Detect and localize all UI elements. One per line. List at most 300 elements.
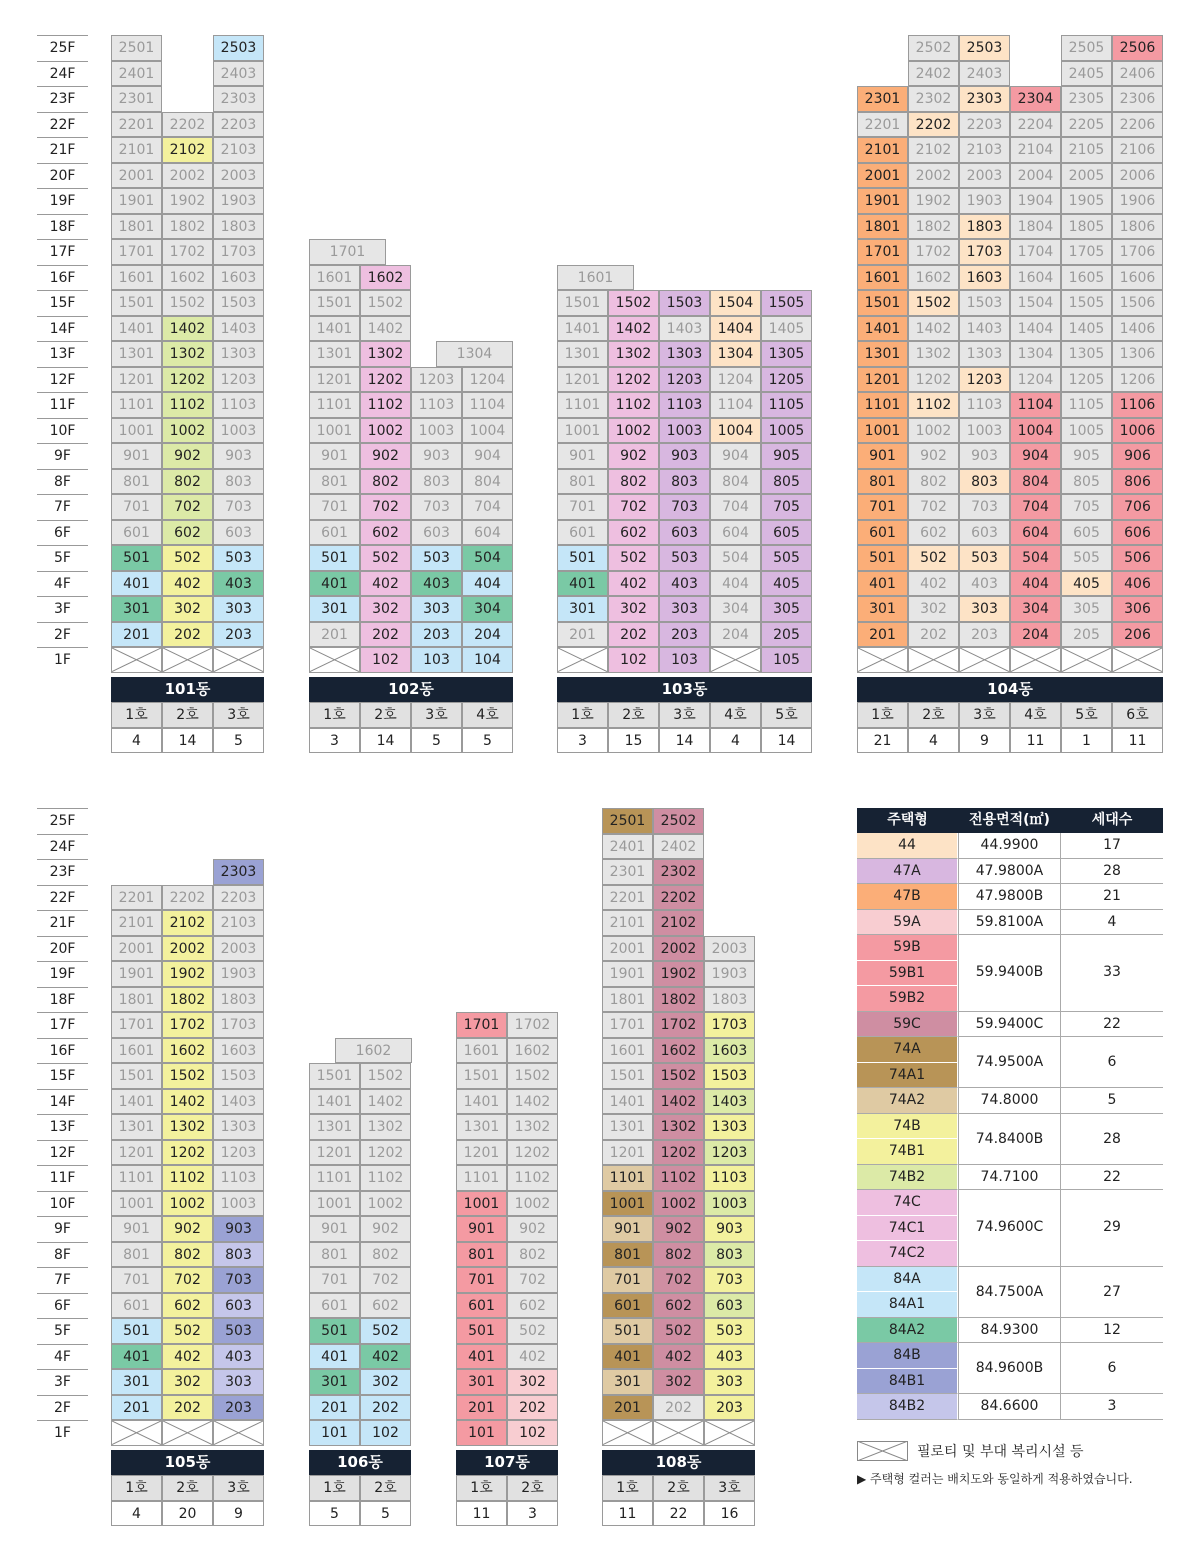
unit-cell[interactable]: 1703 xyxy=(213,1012,264,1038)
unit-cell[interactable]: 1904 xyxy=(1010,188,1061,214)
unit-cell[interactable]: 906 xyxy=(1112,443,1163,469)
unit-cell[interactable]: 606 xyxy=(1112,520,1163,546)
unit-cell[interactable]: 1601 xyxy=(111,1038,162,1064)
unit-cell[interactable]: 703 xyxy=(659,494,710,520)
unit-cell[interactable]: 502 xyxy=(162,1318,213,1344)
unit-cell[interactable]: 602 xyxy=(360,1293,411,1319)
unit-cell[interactable]: 1304 xyxy=(1010,341,1061,367)
unit-cell[interactable]: 1902 xyxy=(653,961,704,987)
unit-cell[interactable]: 1603 xyxy=(704,1038,755,1064)
unit-cell[interactable]: 1502 xyxy=(653,1063,704,1089)
unit-cell[interactable]: 1406 xyxy=(1112,316,1163,342)
unit-cell[interactable]: 502 xyxy=(507,1318,558,1344)
unit-cell[interactable]: 1002 xyxy=(360,1191,411,1217)
unit-cell[interactable]: 1103 xyxy=(411,392,462,418)
unit-cell[interactable]: 1101 xyxy=(857,392,908,418)
unit-cell[interactable]: 2203 xyxy=(213,885,264,911)
unit-cell[interactable]: 1602 xyxy=(335,1038,412,1064)
unit-cell[interactable]: 704 xyxy=(1010,494,1061,520)
unit-cell[interactable]: 1401 xyxy=(456,1089,507,1115)
unit-cell[interactable]: 605 xyxy=(761,520,812,546)
unit-cell[interactable]: 1002 xyxy=(360,418,411,444)
unit-cell[interactable]: 2101 xyxy=(111,137,162,163)
unit-cell[interactable]: 104 xyxy=(462,647,513,673)
unit-cell[interactable]: 903 xyxy=(704,1216,755,1242)
unit-cell[interactable]: 704 xyxy=(462,494,513,520)
unit-cell[interactable]: 1306 xyxy=(1112,341,1163,367)
unit-cell[interactable]: 804 xyxy=(710,469,761,495)
unit-cell[interactable]: 301 xyxy=(111,1369,162,1395)
unit-cell[interactable]: 1903 xyxy=(704,961,755,987)
unit-cell[interactable]: 905 xyxy=(1061,443,1112,469)
unit-cell[interactable]: 603 xyxy=(959,520,1010,546)
unit-cell[interactable]: 502 xyxy=(653,1318,704,1344)
unit-cell[interactable]: 701 xyxy=(111,1267,162,1293)
unit-cell[interactable]: 601 xyxy=(111,520,162,546)
unit-cell[interactable]: 1301 xyxy=(456,1114,507,1140)
unit-cell[interactable]: 2502 xyxy=(908,35,959,61)
unit-cell[interactable]: 1103 xyxy=(659,392,710,418)
unit-cell[interactable]: 1202 xyxy=(360,1140,411,1166)
unit-cell[interactable]: 801 xyxy=(309,469,360,495)
unit-cell[interactable]: 402 xyxy=(653,1344,704,1370)
unit-cell[interactable]: 304 xyxy=(462,596,513,622)
unit-cell[interactable]: 2202 xyxy=(908,112,959,138)
unit-cell[interactable]: 1501 xyxy=(111,290,162,316)
unit-cell[interactable]: 202 xyxy=(908,622,959,648)
unit-cell[interactable]: 1402 xyxy=(908,316,959,342)
unit-cell[interactable]: 1602 xyxy=(653,1038,704,1064)
unit-cell[interactable]: 801 xyxy=(602,1242,653,1268)
unit-cell[interactable]: 703 xyxy=(411,494,462,520)
unit-cell[interactable]: 1901 xyxy=(111,188,162,214)
unit-cell[interactable]: 1001 xyxy=(111,418,162,444)
unit-cell[interactable]: 404 xyxy=(710,571,761,597)
unit-cell[interactable]: 1302 xyxy=(908,341,959,367)
unit-cell[interactable]: 1203 xyxy=(213,1140,264,1166)
unit-cell[interactable]: 901 xyxy=(602,1216,653,1242)
unit-cell[interactable]: 1903 xyxy=(213,961,264,987)
unit-cell[interactable]: 803 xyxy=(213,469,264,495)
unit-cell[interactable]: 302 xyxy=(653,1369,704,1395)
unit-cell[interactable]: 2205 xyxy=(1061,112,1112,138)
unit-cell[interactable]: 206 xyxy=(1112,622,1163,648)
unit-cell[interactable]: 1103 xyxy=(213,1165,264,1191)
unit-cell[interactable]: 1802 xyxy=(162,214,213,240)
unit-cell[interactable]: 503 xyxy=(213,545,264,571)
unit-cell[interactable]: 1205 xyxy=(1061,367,1112,393)
unit-cell[interactable]: 1501 xyxy=(456,1063,507,1089)
unit-cell[interactable]: 1201 xyxy=(111,367,162,393)
unit-cell[interactable]: 304 xyxy=(710,596,761,622)
unit-cell[interactable]: 403 xyxy=(659,571,710,597)
unit-cell[interactable]: 1606 xyxy=(1112,265,1163,291)
unit-cell[interactable]: 1203 xyxy=(959,367,1010,393)
unit-cell[interactable]: 102 xyxy=(360,647,411,673)
unit-cell[interactable]: 1003 xyxy=(704,1191,755,1217)
unit-cell[interactable]: 603 xyxy=(411,520,462,546)
unit-cell[interactable]: 801 xyxy=(557,469,608,495)
unit-cell[interactable]: 2302 xyxy=(908,86,959,112)
unit-cell[interactable]: 601 xyxy=(309,520,360,546)
unit-cell[interactable]: 1005 xyxy=(1061,418,1112,444)
unit-cell[interactable]: 701 xyxy=(557,494,608,520)
unit-cell[interactable]: 1501 xyxy=(309,290,360,316)
unit-cell[interactable]: 1502 xyxy=(908,290,959,316)
unit-cell[interactable]: 702 xyxy=(908,494,959,520)
unit-cell[interactable]: 1301 xyxy=(309,341,360,367)
unit-cell[interactable]: 1706 xyxy=(1112,239,1163,265)
unit-cell[interactable]: 1802 xyxy=(162,987,213,1013)
unit-cell[interactable]: 806 xyxy=(1112,469,1163,495)
unit-cell[interactable]: 1201 xyxy=(857,367,908,393)
unit-cell[interactable]: 902 xyxy=(162,443,213,469)
unit-cell[interactable]: 1503 xyxy=(959,290,1010,316)
unit-cell[interactable]: 401 xyxy=(111,571,162,597)
unit-cell[interactable]: 1601 xyxy=(309,265,360,291)
unit-cell[interactable]: 2505 xyxy=(1061,35,1112,61)
unit-cell[interactable]: 1102 xyxy=(360,1165,411,1191)
unit-cell[interactable]: 1201 xyxy=(309,367,360,393)
unit-cell[interactable]: 1201 xyxy=(309,1140,360,1166)
unit-cell[interactable]: 2202 xyxy=(653,885,704,911)
unit-cell[interactable]: 1004 xyxy=(710,418,761,444)
unit-cell[interactable]: 901 xyxy=(456,1216,507,1242)
unit-cell[interactable]: 1805 xyxy=(1061,214,1112,240)
unit-cell[interactable]: 1503 xyxy=(213,1063,264,1089)
unit-cell[interactable]: 101 xyxy=(456,1420,507,1446)
unit-cell[interactable]: 1303 xyxy=(959,341,1010,367)
unit-cell[interactable]: 503 xyxy=(411,545,462,571)
unit-cell[interactable]: 1703 xyxy=(213,239,264,265)
unit-cell[interactable]: 902 xyxy=(360,443,411,469)
unit-cell[interactable]: 602 xyxy=(608,520,659,546)
unit-cell[interactable]: 2006 xyxy=(1112,163,1163,189)
unit-cell[interactable]: 2403 xyxy=(213,61,264,87)
unit-cell[interactable]: 1202 xyxy=(608,367,659,393)
unit-cell[interactable]: 1102 xyxy=(162,392,213,418)
unit-cell[interactable]: 1101 xyxy=(557,392,608,418)
unit-cell[interactable]: 1002 xyxy=(908,418,959,444)
unit-cell[interactable]: 1004 xyxy=(1010,418,1061,444)
unit-cell[interactable]: 2301 xyxy=(857,86,908,112)
unit-cell[interactable]: 1102 xyxy=(507,1165,558,1191)
unit-cell[interactable]: 1105 xyxy=(1061,392,1112,418)
unit-cell[interactable]: 1802 xyxy=(653,987,704,1013)
unit-cell[interactable]: 1801 xyxy=(602,987,653,1013)
unit-cell[interactable]: 901 xyxy=(309,443,360,469)
unit-cell[interactable]: 1503 xyxy=(704,1063,755,1089)
unit-cell[interactable]: 2102 xyxy=(162,137,213,163)
unit-cell[interactable]: 702 xyxy=(162,1267,213,1293)
unit-cell[interactable]: 2003 xyxy=(959,163,1010,189)
unit-cell[interactable]: 603 xyxy=(704,1293,755,1319)
unit-cell[interactable]: 1703 xyxy=(959,239,1010,265)
unit-cell[interactable]: 1303 xyxy=(659,341,710,367)
unit-cell[interactable]: 2401 xyxy=(602,834,653,860)
unit-cell[interactable]: 1401 xyxy=(309,316,360,342)
unit-cell[interactable]: 401 xyxy=(309,571,360,597)
unit-cell[interactable]: 1101 xyxy=(456,1165,507,1191)
unit-cell[interactable]: 202 xyxy=(162,1395,213,1421)
unit-cell[interactable]: 901 xyxy=(557,443,608,469)
unit-cell[interactable]: 202 xyxy=(360,622,411,648)
unit-cell[interactable]: 502 xyxy=(908,545,959,571)
unit-cell[interactable]: 802 xyxy=(507,1242,558,1268)
unit-cell[interactable]: 1505 xyxy=(1061,290,1112,316)
unit-cell[interactable]: 2001 xyxy=(857,163,908,189)
unit-cell[interactable]: 302 xyxy=(608,596,659,622)
unit-cell[interactable]: 801 xyxy=(111,1242,162,1268)
unit-cell[interactable]: 901 xyxy=(857,443,908,469)
unit-cell[interactable]: 1803 xyxy=(213,214,264,240)
unit-cell[interactable]: 504 xyxy=(462,545,513,571)
unit-cell[interactable]: 1901 xyxy=(602,961,653,987)
unit-cell[interactable]: 604 xyxy=(1010,520,1061,546)
unit-cell[interactable]: 501 xyxy=(602,1318,653,1344)
unit-cell[interactable]: 1903 xyxy=(213,188,264,214)
unit-cell[interactable]: 503 xyxy=(659,545,710,571)
unit-cell[interactable]: 1001 xyxy=(857,418,908,444)
unit-cell[interactable]: 1501 xyxy=(602,1063,653,1089)
unit-cell[interactable]: 1203 xyxy=(411,367,462,393)
unit-cell[interactable]: 1506 xyxy=(1112,290,1163,316)
unit-cell[interactable]: 1201 xyxy=(111,1140,162,1166)
unit-cell[interactable]: 1901 xyxy=(857,188,908,214)
unit-cell[interactable]: 1302 xyxy=(653,1114,704,1140)
unit-cell[interactable]: 202 xyxy=(162,622,213,648)
unit-cell[interactable]: 1401 xyxy=(111,1089,162,1115)
unit-cell[interactable]: 805 xyxy=(761,469,812,495)
unit-cell[interactable]: 403 xyxy=(704,1344,755,1370)
unit-cell[interactable]: 402 xyxy=(360,1344,411,1370)
unit-cell[interactable]: 103 xyxy=(411,647,462,673)
unit-cell[interactable]: 202 xyxy=(507,1395,558,1421)
unit-cell[interactable]: 801 xyxy=(857,469,908,495)
unit-cell[interactable]: 2101 xyxy=(111,910,162,936)
unit-cell[interactable]: 1502 xyxy=(162,290,213,316)
unit-cell[interactable]: 1001 xyxy=(111,1191,162,1217)
unit-cell[interactable]: 2201 xyxy=(602,885,653,911)
unit-cell[interactable]: 2301 xyxy=(602,859,653,885)
unit-cell[interactable]: 1103 xyxy=(213,392,264,418)
unit-cell[interactable]: 1803 xyxy=(213,987,264,1013)
unit-cell[interactable]: 2303 xyxy=(213,859,264,885)
unit-cell[interactable]: 301 xyxy=(309,596,360,622)
unit-cell[interactable]: 1604 xyxy=(1010,265,1061,291)
unit-cell[interactable]: 1701 xyxy=(111,1012,162,1038)
unit-cell[interactable]: 603 xyxy=(213,520,264,546)
unit-cell[interactable]: 2506 xyxy=(1112,35,1163,61)
unit-cell[interactable]: 1802 xyxy=(908,214,959,240)
unit-cell[interactable]: 802 xyxy=(360,469,411,495)
unit-cell[interactable]: 702 xyxy=(360,1267,411,1293)
unit-cell[interactable]: 1301 xyxy=(111,341,162,367)
unit-cell[interactable]: 2102 xyxy=(653,910,704,936)
unit-cell[interactable]: 1401 xyxy=(309,1089,360,1115)
unit-cell[interactable]: 1401 xyxy=(111,316,162,342)
unit-cell[interactable]: 903 xyxy=(959,443,1010,469)
unit-cell[interactable]: 701 xyxy=(602,1267,653,1293)
unit-cell[interactable]: 1601 xyxy=(557,265,634,291)
unit-cell[interactable]: 1204 xyxy=(710,367,761,393)
unit-cell[interactable]: 305 xyxy=(761,596,812,622)
unit-cell[interactable]: 2301 xyxy=(111,86,162,112)
unit-cell[interactable]: 1305 xyxy=(761,341,812,367)
unit-cell[interactable]: 1302 xyxy=(360,1114,411,1140)
unit-cell[interactable]: 1504 xyxy=(1010,290,1061,316)
unit-cell[interactable]: 1205 xyxy=(761,367,812,393)
unit-cell[interactable]: 1601 xyxy=(456,1038,507,1064)
unit-cell[interactable]: 1101 xyxy=(111,392,162,418)
unit-cell[interactable]: 2503 xyxy=(213,35,264,61)
unit-cell[interactable]: 403 xyxy=(213,1344,264,1370)
unit-cell[interactable]: 1701 xyxy=(111,239,162,265)
unit-cell[interactable]: 1202 xyxy=(908,367,959,393)
unit-cell[interactable]: 501 xyxy=(309,1318,360,1344)
unit-cell[interactable]: 1006 xyxy=(1112,418,1163,444)
unit-cell[interactable]: 901 xyxy=(309,1216,360,1242)
unit-cell[interactable]: 602 xyxy=(162,1293,213,1319)
unit-cell[interactable]: 706 xyxy=(1112,494,1163,520)
unit-cell[interactable]: 2501 xyxy=(111,35,162,61)
unit-cell[interactable]: 303 xyxy=(959,596,1010,622)
unit-cell[interactable]: 201 xyxy=(111,622,162,648)
unit-cell[interactable]: 1101 xyxy=(309,392,360,418)
unit-cell[interactable]: 405 xyxy=(761,571,812,597)
unit-cell[interactable]: 1301 xyxy=(602,1114,653,1140)
unit-cell[interactable]: 803 xyxy=(704,1242,755,1268)
unit-cell[interactable]: 1605 xyxy=(1061,265,1112,291)
unit-cell[interactable]: 2102 xyxy=(908,137,959,163)
unit-cell[interactable]: 604 xyxy=(462,520,513,546)
unit-cell[interactable]: 401 xyxy=(456,1344,507,1370)
unit-cell[interactable]: 1001 xyxy=(309,1191,360,1217)
unit-cell[interactable]: 2204 xyxy=(1010,112,1061,138)
unit-cell[interactable]: 601 xyxy=(456,1293,507,1319)
unit-cell[interactable]: 1104 xyxy=(1010,392,1061,418)
unit-cell[interactable]: 1705 xyxy=(1061,239,1112,265)
unit-cell[interactable]: 1102 xyxy=(162,1165,213,1191)
unit-cell[interactable]: 1803 xyxy=(704,987,755,1013)
unit-cell[interactable]: 1701 xyxy=(456,1012,507,1038)
unit-cell[interactable]: 302 xyxy=(507,1369,558,1395)
unit-cell[interactable]: 203 xyxy=(659,622,710,648)
unit-cell[interactable]: 1202 xyxy=(653,1140,704,1166)
unit-cell[interactable]: 301 xyxy=(309,1369,360,1395)
unit-cell[interactable]: 1602 xyxy=(507,1038,558,1064)
unit-cell[interactable]: 1304 xyxy=(710,341,761,367)
unit-cell[interactable]: 1304 xyxy=(436,341,513,367)
unit-cell[interactable]: 1303 xyxy=(704,1114,755,1140)
unit-cell[interactable]: 1301 xyxy=(857,341,908,367)
unit-cell[interactable]: 804 xyxy=(462,469,513,495)
unit-cell[interactable]: 1601 xyxy=(602,1038,653,1064)
unit-cell[interactable]: 2302 xyxy=(653,859,704,885)
unit-cell[interactable]: 1906 xyxy=(1112,188,1163,214)
unit-cell[interactable]: 2202 xyxy=(162,112,213,138)
unit-cell[interactable]: 202 xyxy=(608,622,659,648)
unit-cell[interactable]: 804 xyxy=(1010,469,1061,495)
unit-cell[interactable]: 2002 xyxy=(162,936,213,962)
unit-cell[interactable]: 1104 xyxy=(462,392,513,418)
unit-cell[interactable]: 1601 xyxy=(111,265,162,291)
unit-cell[interactable]: 1302 xyxy=(162,341,213,367)
unit-cell[interactable]: 302 xyxy=(360,596,411,622)
unit-cell[interactable]: 702 xyxy=(608,494,659,520)
unit-cell[interactable]: 902 xyxy=(653,1216,704,1242)
unit-cell[interactable]: 402 xyxy=(162,571,213,597)
unit-cell[interactable]: 701 xyxy=(309,494,360,520)
unit-cell[interactable]: 703 xyxy=(213,494,264,520)
unit-cell[interactable]: 401 xyxy=(857,571,908,597)
unit-cell[interactable]: 1902 xyxy=(162,188,213,214)
unit-cell[interactable]: 1501 xyxy=(857,290,908,316)
unit-cell[interactable]: 1602 xyxy=(162,265,213,291)
unit-cell[interactable]: 504 xyxy=(1010,545,1061,571)
unit-cell[interactable]: 1003 xyxy=(411,418,462,444)
unit-cell[interactable]: 1503 xyxy=(659,290,710,316)
unit-cell[interactable]: 202 xyxy=(360,1395,411,1421)
unit-cell[interactable]: 2402 xyxy=(653,834,704,860)
unit-cell[interactable]: 2003 xyxy=(213,936,264,962)
unit-cell[interactable]: 505 xyxy=(1061,545,1112,571)
unit-cell[interactable]: 1002 xyxy=(162,418,213,444)
unit-cell[interactable]: 502 xyxy=(360,1318,411,1344)
unit-cell[interactable]: 601 xyxy=(309,1293,360,1319)
unit-cell[interactable]: 2303 xyxy=(213,86,264,112)
unit-cell[interactable]: 2102 xyxy=(162,910,213,936)
unit-cell[interactable]: 1005 xyxy=(761,418,812,444)
unit-cell[interactable]: 602 xyxy=(162,520,213,546)
unit-cell[interactable]: 403 xyxy=(959,571,1010,597)
unit-cell[interactable]: 1905 xyxy=(1061,188,1112,214)
unit-cell[interactable]: 502 xyxy=(360,545,411,571)
unit-cell[interactable]: 103 xyxy=(659,647,710,673)
unit-cell[interactable]: 301 xyxy=(557,596,608,622)
unit-cell[interactable]: 2401 xyxy=(111,61,162,87)
unit-cell[interactable]: 402 xyxy=(360,571,411,597)
unit-cell[interactable]: 1001 xyxy=(602,1191,653,1217)
unit-cell[interactable]: 1803 xyxy=(959,214,1010,240)
unit-cell[interactable]: 1702 xyxy=(507,1012,558,1038)
unit-cell[interactable]: 1603 xyxy=(213,1038,264,1064)
unit-cell[interactable]: 1301 xyxy=(309,1114,360,1140)
unit-cell[interactable]: 801 xyxy=(111,469,162,495)
unit-cell[interactable]: 702 xyxy=(507,1267,558,1293)
unit-cell[interactable]: 305 xyxy=(1061,596,1112,622)
unit-cell[interactable]: 1603 xyxy=(959,265,1010,291)
unit-cell[interactable]: 802 xyxy=(162,469,213,495)
unit-cell[interactable]: 1302 xyxy=(360,341,411,367)
unit-cell[interactable]: 402 xyxy=(162,1344,213,1370)
unit-cell[interactable]: 1703 xyxy=(704,1012,755,1038)
unit-cell[interactable]: 1201 xyxy=(602,1140,653,1166)
unit-cell[interactable]: 203 xyxy=(959,622,1010,648)
unit-cell[interactable]: 2502 xyxy=(653,808,704,834)
unit-cell[interactable]: 903 xyxy=(411,443,462,469)
unit-cell[interactable]: 2203 xyxy=(959,112,1010,138)
unit-cell[interactable]: 803 xyxy=(959,469,1010,495)
unit-cell[interactable]: 506 xyxy=(1112,545,1163,571)
unit-cell[interactable]: 1003 xyxy=(959,418,1010,444)
unit-cell[interactable]: 2501 xyxy=(602,808,653,834)
unit-cell[interactable]: 902 xyxy=(908,443,959,469)
unit-cell[interactable]: 2402 xyxy=(908,61,959,87)
unit-cell[interactable]: 2405 xyxy=(1061,61,1112,87)
unit-cell[interactable]: 2303 xyxy=(959,86,1010,112)
unit-cell[interactable]: 1401 xyxy=(857,316,908,342)
